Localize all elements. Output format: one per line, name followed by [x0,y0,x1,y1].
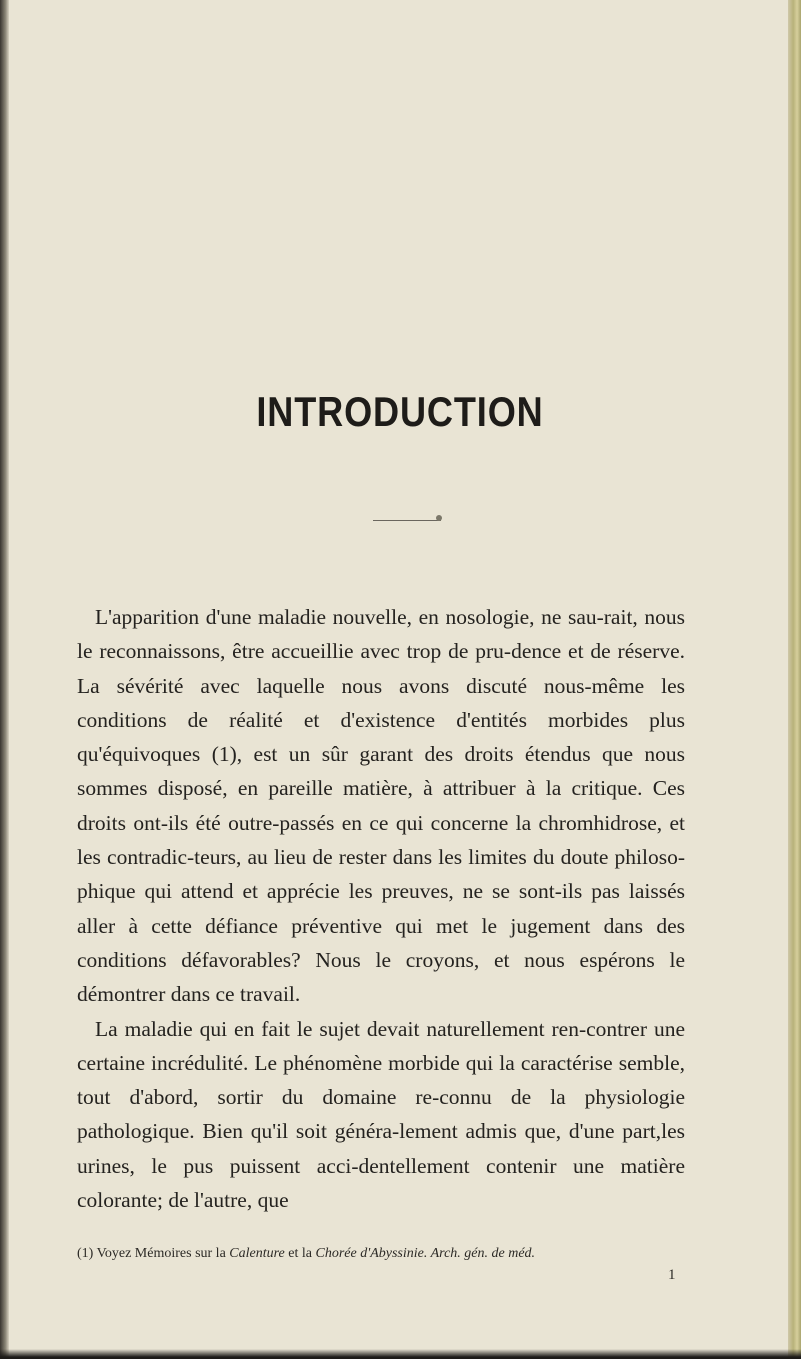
footnote [77,1245,687,1263]
binding-shadow [0,0,9,1359]
chapter-heading: INTRODUCTION [256,388,544,435]
footnote-title-1: Calenture [229,1246,285,1261]
paragraph: La maladie qui en fait le sujet devait naturellement ren-contrer une certaine incrédulité. Le phénomène morbide qui la caractérise semble, tout d'abord, sortir du domaine re-connu de la physiologie pathologique. Bien qu'il soit généra-lement admis que, d'une part,les urines, le pus puissent acci-dentellement contenir une matière colorante; de l'autre, que [77,1016,685,1213]
page-edge [788,0,801,1359]
ornamental-rule [373,520,441,521]
body-text [77,600,685,1217]
footnote-title-2: Chorée d'Abyssinie. Arch. gén. de méd. [315,1246,536,1261]
footnote-joiner: et la [288,1246,312,1261]
page-number: 1 [668,1267,676,1283]
rule-ornament [436,515,442,521]
bottom-shadow [0,1349,801,1359]
paragraph: L'apparition d'une maladie nouvelle, en nosologie, ne sau-rait, nous le reconnaissons, être accueillie avec trop de pru-dence et de réserve. La sévérité avec laquelle nous avons discuté nous-même les conditions de réalité et d'existence d'entités morbides plus qu'équivoques (1), est un sûr garant des droits étendus que nous sommes disposé, en pareille matière, à attribuer à la critique. Ces droits ont-ils été outre-passés en ce qui concerne la chromhidrose, et les contradic-teurs, au lieu de rester dans les limites du doute philoso-phique qui attend et apprécie les preuves, ne se sont-ils pas laissés aller à cette défiance préventive qui met le jugement dans des conditions défavorables? Nous le croyons, et nous espérons le démontrer dans ce travail. [77,605,685,1007]
footnote-lead: (1) Voyez Mémoires sur la [77,1246,226,1261]
